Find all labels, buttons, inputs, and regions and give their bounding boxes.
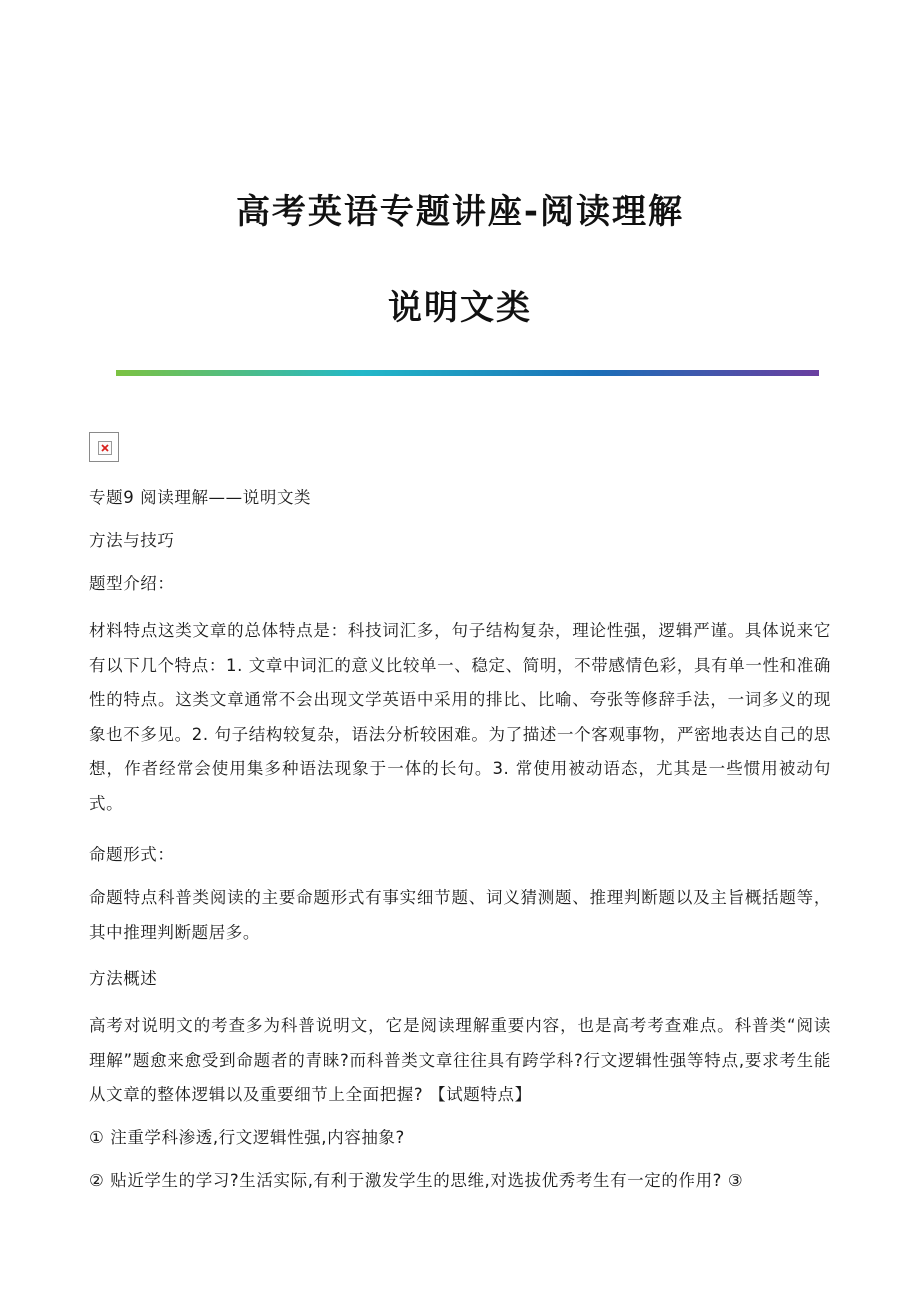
subheading-question-forms: 命题形式： [89,845,175,864]
list-item-2: ② 贴近学生的学习?生活实际,有利于激发学生的思维,对选拔优秀考生有一定的作用? ③ [89,1171,744,1190]
subheading-method-overview: 方法概述 [89,969,158,988]
subheading-methods: 方法与技巧 [89,531,175,550]
paragraph-overview: 高考对说明文的考查多为科普说明文，它是阅读理解重要内容，也是高考考查难点。科普类“阅读理解”题愈来愈受到命题者的青睐?而科普类文章往往具有跨学科?行文逻辑性强等特点,要求考生能从文章的整体逻辑以及重要细节上全面把握? 【试题特点】 [89,1016,831,1104]
broken-image-icon [89,432,119,462]
document-subtitle: 说明文类 [388,288,532,328]
paragraph-material-features: 材料特点这类文章的总体特点是：科技词汇多，句子结构复杂，理论性强，逻辑严谨。具体说来它有以下几个特点：1. 文章中词汇的意义比较单一、稳定、简明，不带感情色彩，具有单一性和准确性的特点。这类文章通常不会出现文学英语中采用的排比、比喻、夸张等修辞手法，一词多义的现象也不多见。2. 句子结构较复杂，语法分析较困难。为了描述一个客观事物，严密地表达自己的思想，作者经常会使用集多种语法现象于一体的长句。3. 常使用被动语态，尤其是一些惯用被动句式。 [89,621,831,813]
document-title: 高考英语专题讲座-阅读理解 [235,192,685,232]
list-item-1: ① 注重学科渗透,行文逻辑性强,内容抽象? [89,1128,405,1147]
section-heading: 专题9 阅读理解——说明文类 [89,488,312,507]
paragraph-question-features: 命题特点科普类阅读的主要命题形式有事实细节题、词义猜测题、推理判断题以及主旨概括题等，其中推理判断题居多。 [89,888,831,942]
subheading-type-intro: 题型介绍： [89,574,175,593]
gradient-divider [116,370,819,376]
